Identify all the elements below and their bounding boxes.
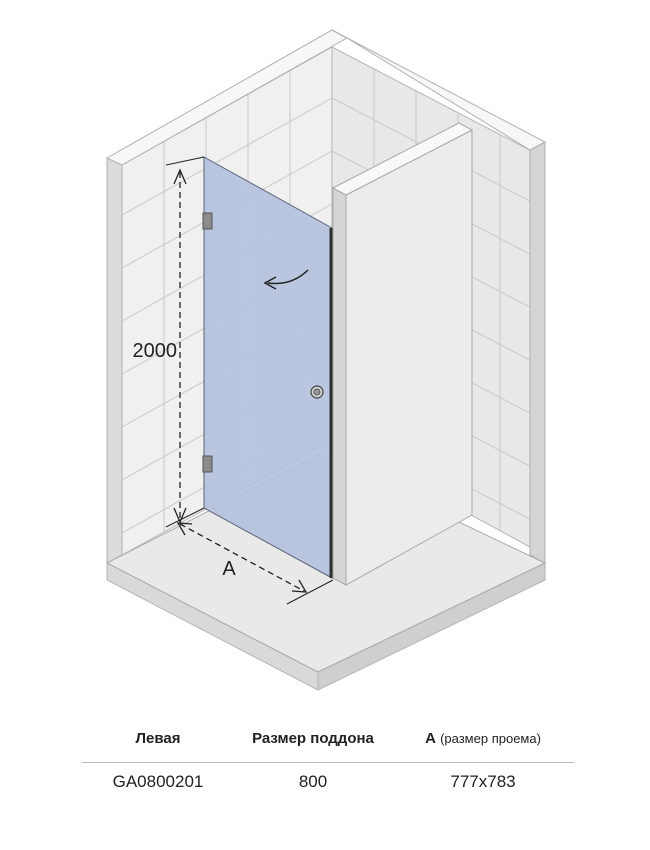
table-row <box>82 763 574 803</box>
spec-table <box>82 722 574 803</box>
right-wall-edge <box>530 142 545 563</box>
left-wall-edge <box>107 158 122 563</box>
cell-opening: 777x783 <box>450 772 516 791</box>
cell-tray-size: 800 <box>298 772 328 791</box>
door-knob <box>311 386 323 398</box>
header-opening-letter: А <box>425 730 436 747</box>
glass-door <box>203 157 332 578</box>
partition-edge <box>333 188 346 585</box>
partition-wall <box>333 123 472 585</box>
header-side: Левая <box>135 730 181 747</box>
bottom-hinge <box>203 456 212 472</box>
cell-article: GA0800201 <box>112 772 204 791</box>
header-tray-size: Размер поддона <box>252 730 374 747</box>
height-label: 2000 <box>132 340 177 362</box>
table-header-row <box>82 722 574 762</box>
header-opening <box>392 722 574 762</box>
header-opening-note: (размер проема) <box>440 731 541 746</box>
width-label: A <box>222 558 236 580</box>
top-hinge <box>203 213 212 229</box>
glass-panel <box>204 157 332 578</box>
partition-face <box>346 130 472 585</box>
